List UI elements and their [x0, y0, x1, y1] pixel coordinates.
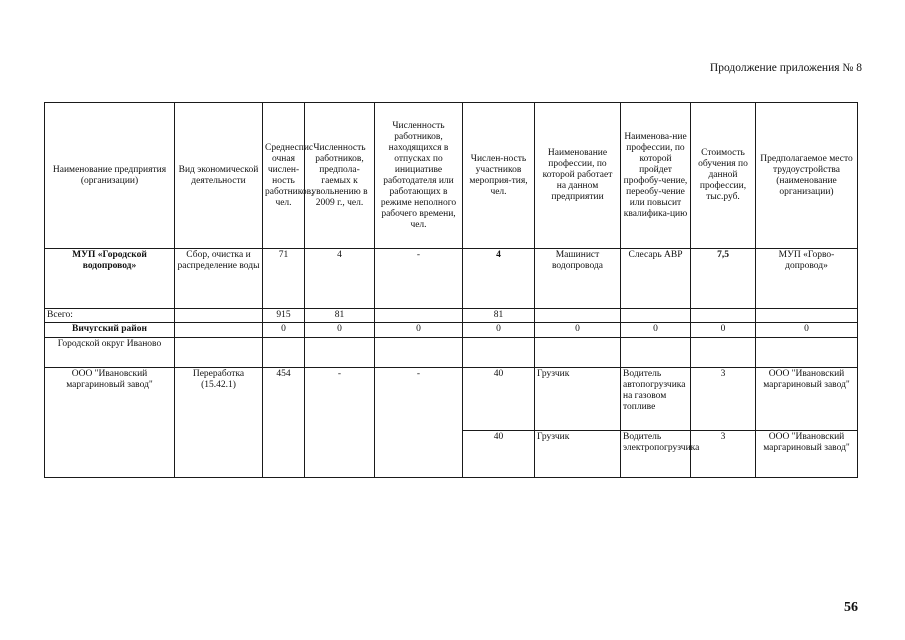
- table-cell: -: [305, 368, 375, 478]
- table-cell: [175, 309, 263, 323]
- table-cell: 0: [691, 323, 756, 338]
- table-cell: [756, 309, 858, 323]
- table-cell: ООО "Ивановский маргариновый завод": [756, 431, 858, 478]
- table-cell: 0: [463, 323, 535, 338]
- table-cell: МУП «Горво-допровод»: [756, 249, 858, 309]
- table-row: [45, 323, 858, 338]
- table-row: [45, 249, 858, 309]
- page-number: 56: [844, 600, 858, 615]
- table-cell: Городской округ Иваново: [45, 338, 175, 368]
- table-cell: [535, 338, 621, 368]
- table-cell: [621, 309, 691, 323]
- appendix-heading: Продолжение приложения № 8: [709, 62, 862, 74]
- col-header-activity: Вид экономической деятельности: [175, 103, 263, 249]
- table-cell: Водитель автопогрузчика на газовом топливе: [621, 368, 691, 431]
- table-cell: ООО "Ивановский маргариновый завод": [756, 368, 858, 431]
- table-cell: [375, 338, 463, 368]
- col-header-organization: Наименование предприятия (организации): [45, 103, 175, 249]
- table-cell: 0: [756, 323, 858, 338]
- table-cell: [463, 338, 535, 368]
- table-cell: [691, 309, 756, 323]
- col-header-participants: Числен-ность участников мероприя-тия, чел.: [463, 103, 535, 249]
- table-cell: [756, 338, 858, 368]
- table-cell: 7,5: [691, 249, 756, 309]
- col-header-part-time-count: Численность работников, находящихся в отпусках по инициативе работодателя или работающих в режиме неполного рабочего времени, чел.: [375, 103, 463, 249]
- col-header-current-profession: Наименование профессии, по которой работает на данном предприятии: [535, 103, 621, 249]
- col-header-training-profession: Наименова-ние профессии, по которой пройдет профобу-чение, переобу-чение или повысит квалифика-цию: [621, 103, 691, 249]
- col-header-training-cost: Стоимость обучения по данной профессии, тыс.руб.: [691, 103, 756, 249]
- table-cell: -: [375, 368, 463, 478]
- table-row: [45, 338, 858, 368]
- table-cell: Слесарь АВР: [621, 249, 691, 309]
- table-cell: [621, 338, 691, 368]
- table-cell: Вичугский район: [45, 323, 175, 338]
- table-cell: 3: [691, 431, 756, 478]
- table-cell: 4: [305, 249, 375, 309]
- table-cell: [375, 309, 463, 323]
- table-row: [45, 309, 858, 323]
- retraining-table: [44, 102, 858, 478]
- table-cell: [175, 338, 263, 368]
- table-cell: Всего:: [45, 309, 175, 323]
- table-cell: 71: [263, 249, 305, 309]
- table-cell: Переработка (15.42.1): [175, 368, 263, 478]
- col-header-avg-headcount: Среднеспис очная числен-ность работников, чел.: [263, 103, 305, 249]
- table-cell: Грузчик: [535, 431, 621, 478]
- table-cell: 4: [463, 249, 535, 309]
- table-cell: [175, 323, 263, 338]
- table-cell: 0: [263, 323, 305, 338]
- table-cell: 0: [535, 323, 621, 338]
- table-row: [45, 368, 858, 431]
- table-cell: 81: [305, 309, 375, 323]
- table-cell: Грузчик: [535, 368, 621, 431]
- col-header-dismissal-count: Численность работников, предпола-гаемых к увольнению в 2009 г., чел.: [305, 103, 375, 249]
- table-cell: -: [375, 249, 463, 309]
- table-cell: [263, 338, 305, 368]
- table-cell: 0: [305, 323, 375, 338]
- header-row: [45, 103, 858, 249]
- table-cell: 81: [463, 309, 535, 323]
- table-cell: 454: [263, 368, 305, 478]
- table-cell: 40: [463, 431, 535, 478]
- table-cell: 0: [375, 323, 463, 338]
- table-cell: [305, 338, 375, 368]
- table-cell: Водитель электропогрузчика: [621, 431, 691, 478]
- table-cell: [691, 338, 756, 368]
- table-cell: МУП «Городской водопровод»: [45, 249, 175, 309]
- table-cell: Сбор, очистка и распределение воды: [175, 249, 263, 309]
- table-cell: 3: [691, 368, 756, 431]
- col-header-employment-place: Предполагаемое место трудоустройства (наименование организации): [756, 103, 858, 249]
- table-cell: 0: [621, 323, 691, 338]
- table-cell: 40: [463, 368, 535, 431]
- table-cell: 915: [263, 309, 305, 323]
- table-cell: Машинист водопровода: [535, 249, 621, 309]
- table-cell: ООО "Ивановский маргариновый завод": [45, 368, 175, 478]
- table-cell: [535, 309, 621, 323]
